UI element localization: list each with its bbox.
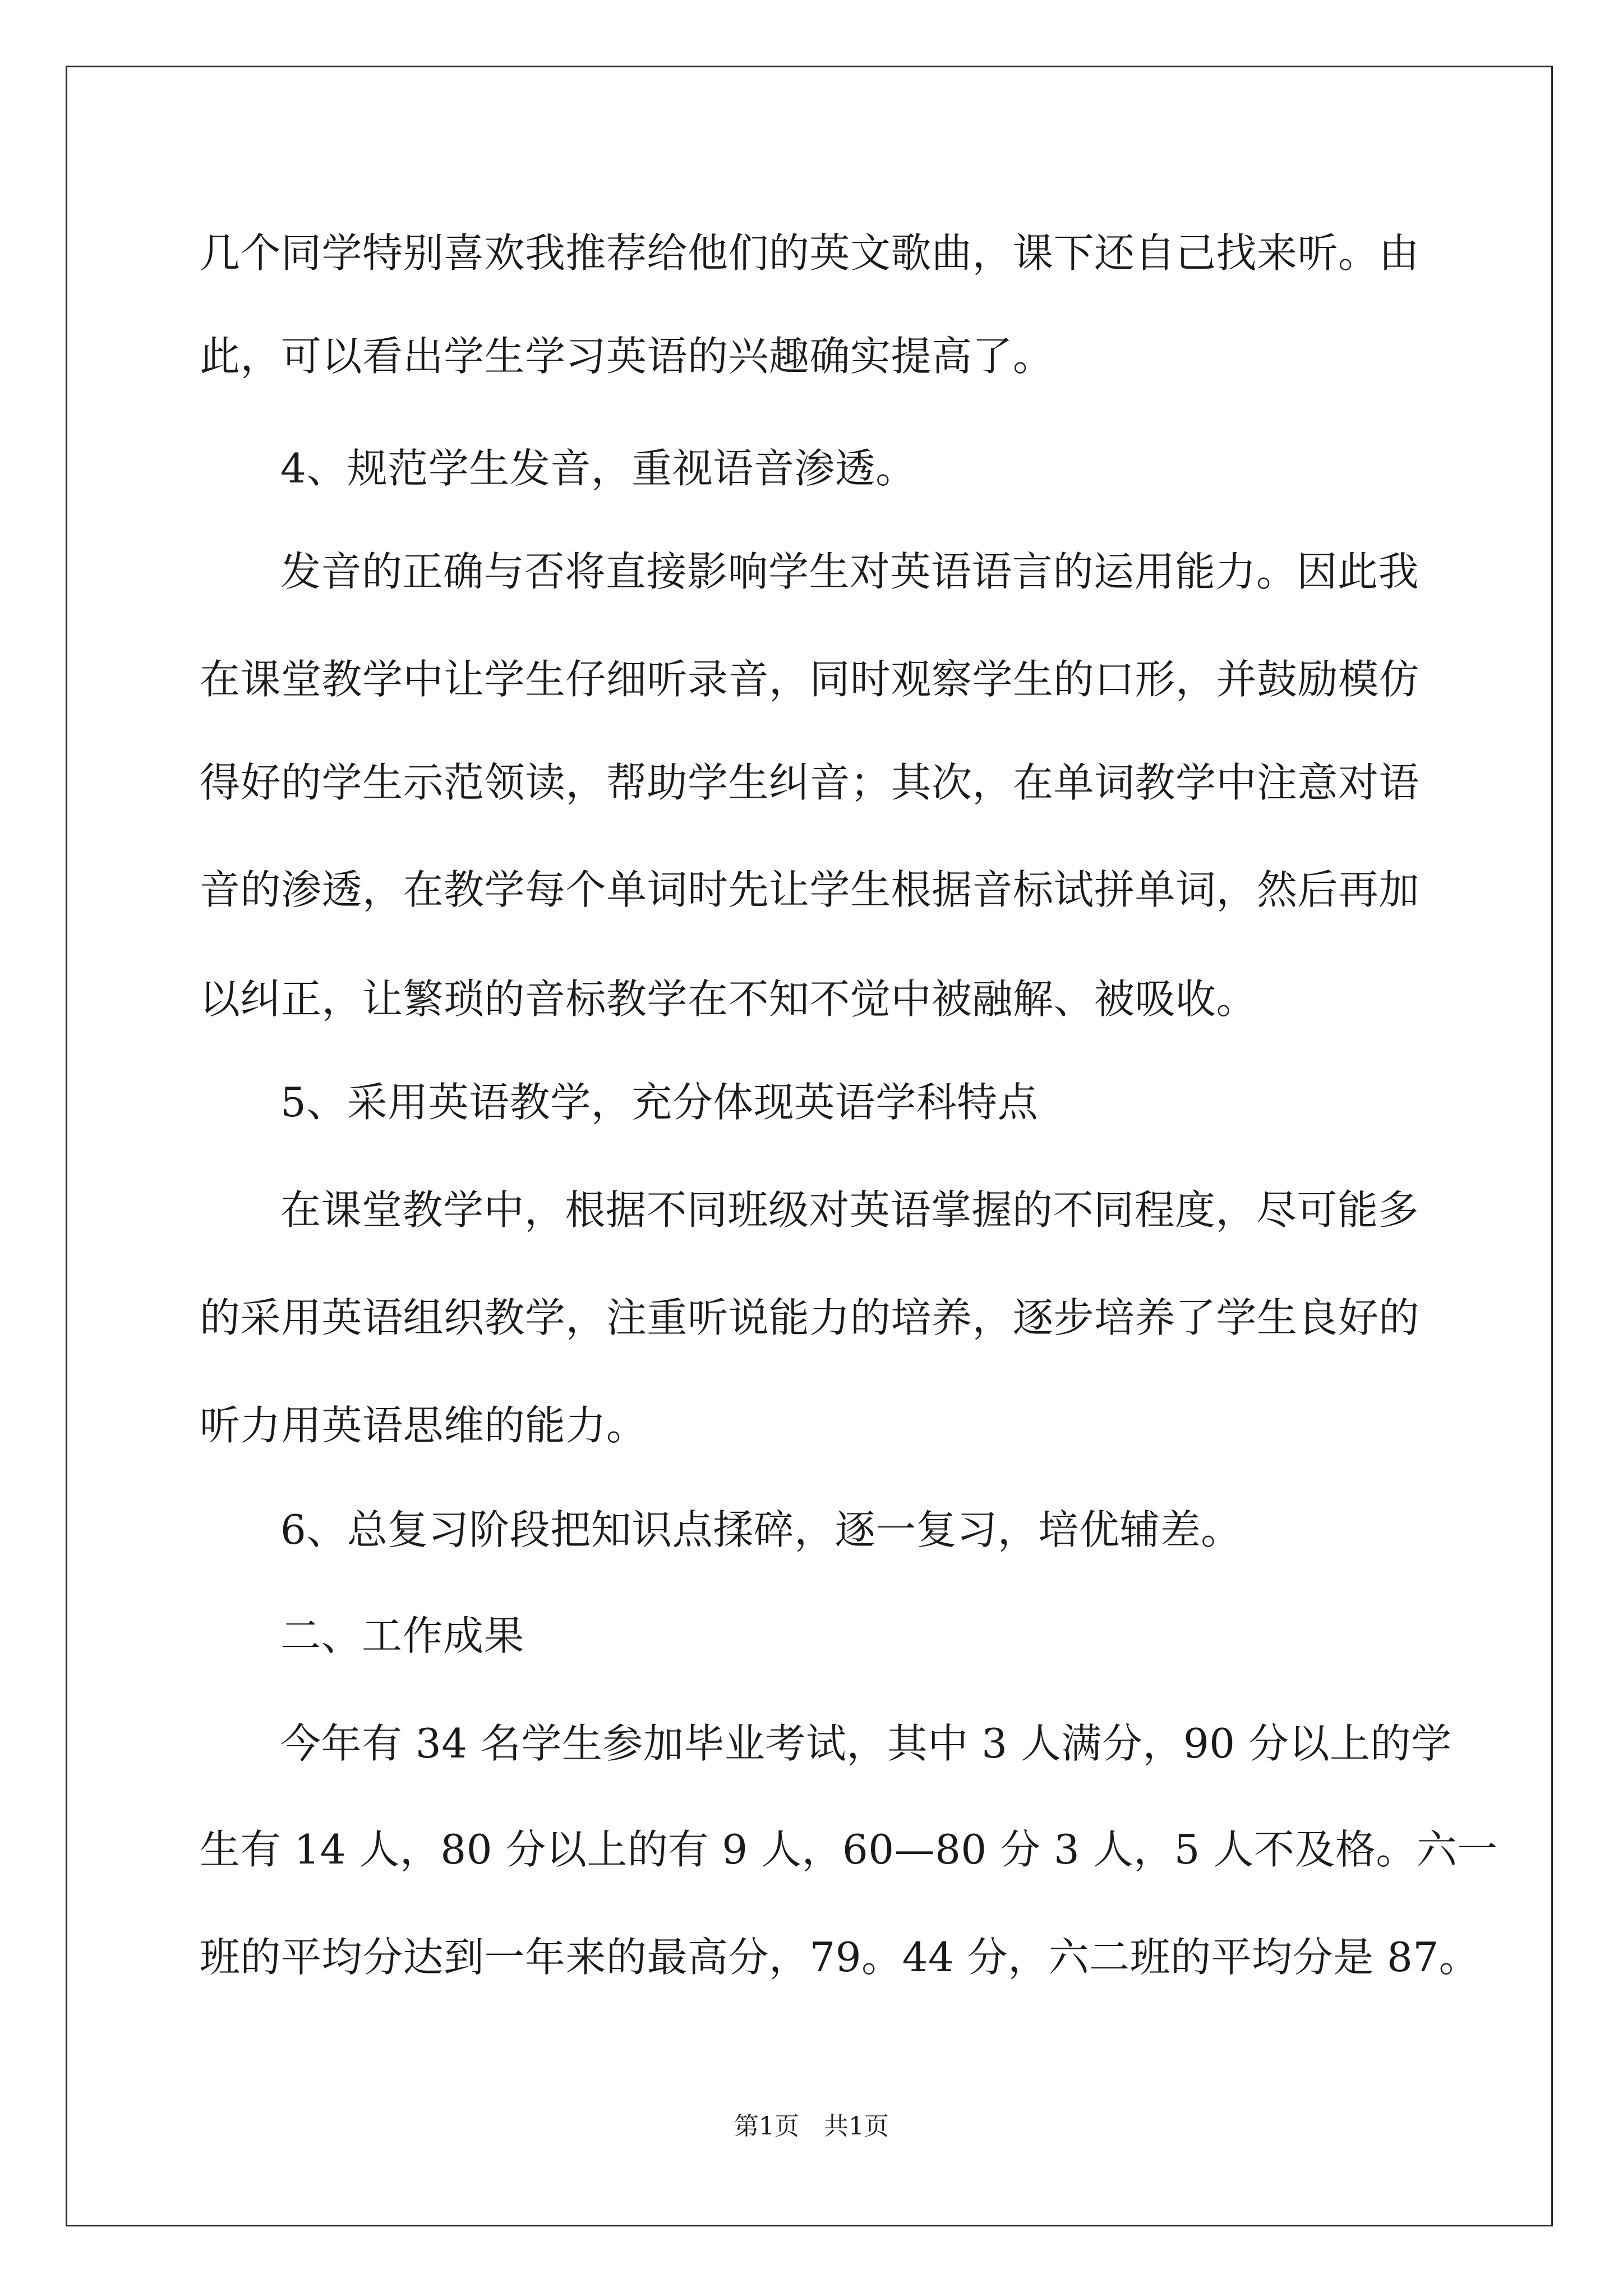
page-footer — [0, 2110, 1623, 2143]
text-line: 在课堂教学中，根据不同班级对英语掌握的不同程度，尽可能多 — [280, 1186, 1419, 1234]
text-line: 发音的正确与否将直接影响学生对英语语言的运用能力。因此我 — [280, 548, 1419, 595]
text-line: 几个同学特别喜欢我推荐给他们的英文歌曲，课下还自己找来听。由 — [200, 229, 1420, 277]
text-line: 的采用英语组织教学，注重听说能力的培养，逐步培养了学生良好的 — [200, 1294, 1420, 1341]
section-heading: 5、采用英语教学，充分体现英语学科特点 — [280, 1079, 1039, 1126]
page-total: 共1页 — [824, 2112, 889, 2141]
section-heading: 二、工作成果 — [280, 1612, 525, 1659]
text-line: 今年有 34 名学生参加毕业考试，其中 3 人满分，90 分以上的学 — [280, 1720, 1452, 1767]
page-number: 第1页 — [734, 2112, 799, 2141]
text-line: 在课堂教学中让学生仔细听录音，同时观察学生的口形，并鼓励模仿 — [200, 656, 1420, 703]
text-line: 生有 14 人，80 分以上的有 9 人，60—80 分 3 人，5 人不及格。六一 — [200, 1826, 1498, 1873]
text-line: 得好的学生示范领读，帮助学生纠音；其次，在单词教学中注意对语 — [200, 759, 1420, 806]
text-line: 此，可以看出学生学习英语的兴趣确实提高了。 — [200, 333, 1054, 380]
text-line: 以纠正，让繁琐的音标教学在不知不觉中被融解、被吸收。 — [200, 976, 1257, 1023]
text-line: 班的平均分达到一年来的最高分，79。44 分，六二班的平均分是 87。 — [200, 1934, 1480, 1981]
section-heading: 6、总复习阶段把知识点揉碎，逐一复习，培优辅差。 — [280, 1506, 1242, 1553]
text-line: 音的渗透，在教学每个单词时先让学生根据音标试拼单词，然后再加 — [200, 866, 1420, 913]
page-border — [66, 66, 1553, 2226]
section-heading: 4、规范学生发音，重视语音渗透。 — [280, 445, 916, 492]
text-line: 听力用英语思维的能力。 — [200, 1402, 647, 1449]
